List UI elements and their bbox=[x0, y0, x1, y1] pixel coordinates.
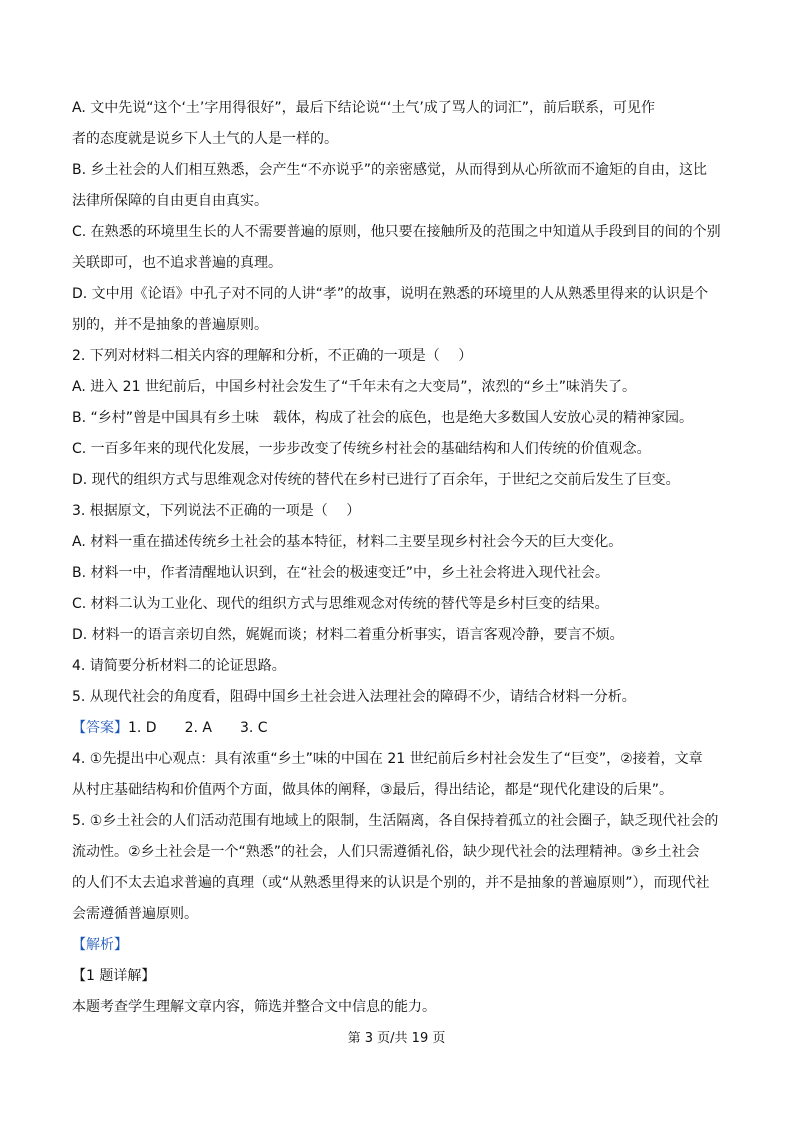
detail-text: 本题考查学生理解文章内容，筛选并整合文中信息的能力。 bbox=[72, 999, 436, 1015]
option-2d: D. 现代的组织方式与思维观念对传统的替代在乡村已进行了百余年，于世纪之交前后发生了巨变。 bbox=[72, 472, 680, 488]
option-1b-line-2: 法律所保障的自由更自由真实。 bbox=[72, 193, 268, 209]
option-3d: D. 材料一的语言亲切自然，娓娓而谈；材料二着重分析事实，语言客观冷静，要言不烦。 bbox=[72, 627, 624, 643]
option-2b: B. “乡村”曾是中国具有乡土味 载体，构成了社会的底色，也是绝大多数国人安放心灵的精神家园。 bbox=[72, 410, 694, 426]
option-1a-line-2: 者的态度就是说乡下人土气的人是一样的。 bbox=[72, 131, 338, 147]
page-footer: 第 3 页/共 19 页 bbox=[347, 1031, 446, 1046]
answer-choices: 1. D 2. A 3. C bbox=[128, 720, 268, 736]
option-1c-line-2: 关联即可，也不追求普遍的真理。 bbox=[72, 255, 282, 271]
question-5: 5. 从现代社会的角度看，阻碍中国乡土社会进入法理社会的障碍不少，请结合材料一分析。 bbox=[72, 689, 636, 705]
option-3a: A. 材料一重在描述传统乡土社会的基本特征，材料二主要呈现乡村社会今天的巨大变化。 bbox=[72, 534, 623, 550]
page-content bbox=[72, 93, 724, 1023]
option-1b-line-1: B. 乡土社会的人们相互熟悉，会产生“不亦说乎”的亲密感觉，从而得到从心所欲而不逾矩的自由，这比 bbox=[72, 162, 708, 178]
option-3b: B. 材料一中，作者清醒地认识到，在“社会的极速变迁”中，乡土社会将进入现代社会。 bbox=[72, 565, 610, 581]
question-3: 3. 根据原文，下列说法不正确的一项是（ ） bbox=[72, 503, 361, 519]
option-1d-line-1: D. 文中用《论语》中孔子对不同的人讲“孝”的故事，说明在熟悉的环境里的人从熟悉里得来的认识是个 bbox=[72, 286, 709, 302]
answer-line bbox=[72, 713, 724, 744]
analysis-tag: 【解析】 bbox=[72, 937, 128, 953]
option-2c: C. 一百多年来的现代化发展，一步步改变了传统乡村社会的基础结构和人们传统的价值观念。 bbox=[72, 441, 651, 457]
option-1c-line-1: C. 在熟悉的环境里生长的人不需要普遍的原则，他只要在接触所及的范围之中知道从手段到目的间的个别 bbox=[72, 224, 721, 240]
question-4: 4. 请简要分析材料二的论证思路。 bbox=[72, 658, 286, 674]
answer-5-line-3: 的人们不太去追求普遍的真理（或“从熟悉里得来的认识是个别的，并不是抽象的普遍原则”），而现代社 bbox=[72, 875, 710, 891]
question-2: 2. 下列对材料二相关内容的理解和分析，不正确的一项是（ ） bbox=[72, 348, 473, 364]
answer-5-line-2: 流动性。②乡土社会是一个“熟悉”的社会，人们只需遵循礼俗，缺少现代社会的法理精神。③乡土社会 bbox=[72, 844, 700, 860]
option-2a: A. 进入 21 世纪前后，中国乡村社会发生了“千年未有之大变局”，浓烈的“乡土”味消失了。 bbox=[72, 379, 636, 395]
answer-4-line-1: 4. ①先提出中心观点：具有浓重“乡土”味的中国在 21 世纪前后乡村社会发生了“巨变”，②接着，文章 bbox=[72, 751, 703, 767]
option-3c: C. 材料二认为工业化、现代的组织方式与思维观念对传统的替代等是乡村巨变的结果。 bbox=[72, 596, 609, 612]
answer-tag: 【答案】 bbox=[72, 720, 128, 736]
answer-5-line-4: 会需遵循普遍原则。 bbox=[72, 906, 198, 922]
option-1d-line-2: 别的，并不是抽象的普遍原则。 bbox=[72, 317, 268, 333]
option-1a-line-1: A. 文中先说“这个‘土’字用得很好”，最后下结论说“‘土气’成了骂人的词汇”，前后联系，可见作 bbox=[72, 100, 656, 116]
detail-heading: 【1 题详解】 bbox=[72, 968, 156, 984]
answer-4-line-2: 从村庄基础结构和价值两个方面，做具体的阐释，③最后，得出结论，都是“现代化建设的后果”。 bbox=[72, 782, 674, 798]
answer-5-line-1: 5. ①乡土社会的人们活动范围有地域上的限制，生活隔离，各自保持着孤立的社会圈子，缺乏现代社会的 bbox=[72, 813, 719, 829]
